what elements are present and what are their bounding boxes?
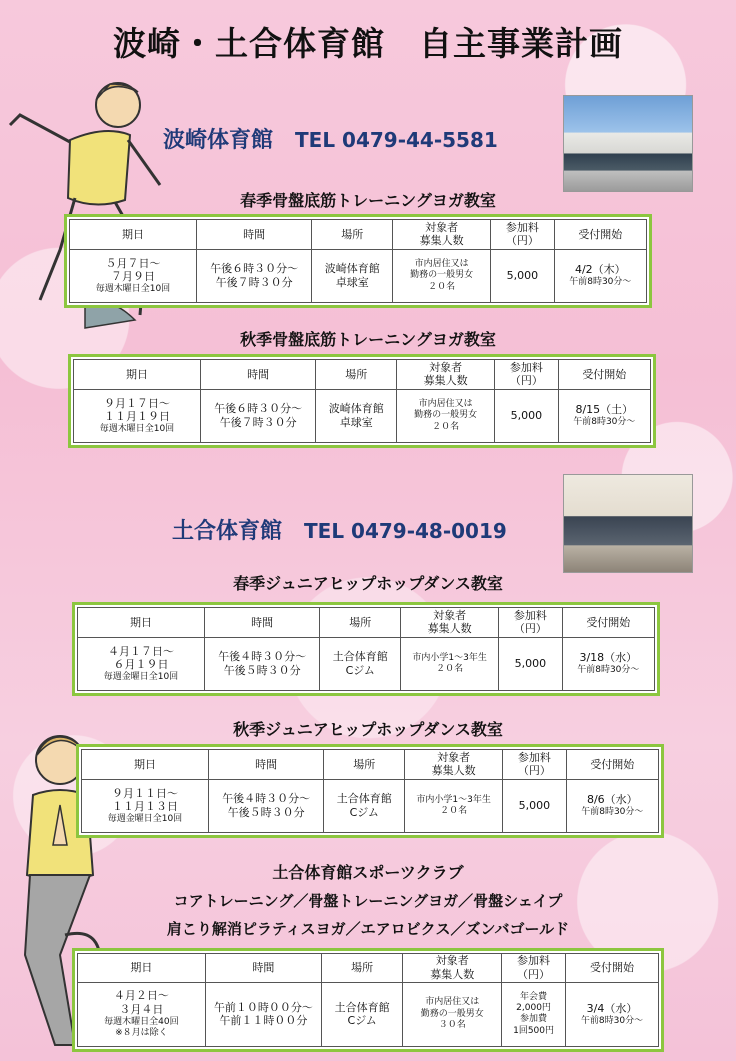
- venue-name: 土合体育館: [172, 519, 283, 544]
- header-place: 場所: [320, 608, 401, 638]
- header-place: 場所: [316, 360, 397, 390]
- target-cell: 市内居住又は 勤務の一般男女 ２０名: [397, 389, 495, 442]
- place-cell: 土合体育館 Cジム: [320, 637, 401, 690]
- header-target: 対象者 募集人数: [405, 750, 503, 780]
- header-target: 対象者 募集人数: [403, 954, 502, 983]
- start-note: 午前8時30分～: [581, 807, 644, 818]
- start-note: 午前8時30分～: [569, 277, 632, 288]
- date-range: ９月１１日～ １１月１３日: [111, 786, 178, 814]
- header-start: 受付開始: [566, 750, 658, 780]
- header-fee: 参加料 （円）: [503, 750, 566, 780]
- target-cell: 市内居住又は 勤務の一般男女 ３０名: [403, 982, 502, 1047]
- header-place: 場所: [312, 220, 393, 250]
- date-cell: [74, 389, 201, 442]
- venue-hasaki: [163, 123, 498, 154]
- course-title: 秋季ジュニアヒップホップダンス教室: [233, 720, 503, 739]
- fee-cell: 5,000: [491, 249, 554, 302]
- date-note: 毎週金曜日全10回: [103, 672, 179, 683]
- place-cell: 土合体育館 Cジム: [324, 779, 405, 832]
- header-fee: 参加料 （円）: [495, 360, 558, 390]
- club-table: [72, 948, 664, 1052]
- header-time: 時間: [205, 954, 321, 983]
- schedule-table: [81, 749, 659, 833]
- place-cell: 土合体育館 Cジム: [322, 982, 403, 1047]
- start-note: 午前8時30分～: [573, 417, 636, 428]
- header-target: 対象者 募集人数: [393, 220, 491, 250]
- header-target: 対象者 募集人数: [401, 608, 499, 638]
- header-start: 受付開始: [558, 360, 650, 390]
- time-cell: 午後６時３０分～ 午後７時３０分: [200, 389, 315, 442]
- fee-cell: 5,000: [503, 779, 566, 832]
- date-range: ４月２日～ ３月４日: [113, 989, 169, 1016]
- header-time: 時間: [200, 360, 315, 390]
- target-cell: 市内小学1～3年生 ２０名: [405, 779, 503, 832]
- date-cell: [70, 249, 197, 302]
- schedule-table: [73, 359, 651, 443]
- place-cell: 波崎体育館 卓球室: [316, 389, 397, 442]
- date-note: 毎週金曜日全10回: [107, 814, 183, 825]
- venue-tel: TEL 0479-44-5581: [295, 128, 498, 152]
- header-time: 時間: [208, 750, 323, 780]
- start-cell: [562, 637, 654, 690]
- header-start: 受付開始: [554, 220, 646, 250]
- course-table: [72, 602, 660, 696]
- course-title: 秋季骨盤底筋トレーニングヨガ教室: [240, 330, 496, 349]
- header-fee: 参加料 （円）: [502, 954, 566, 983]
- start-cell: [554, 249, 646, 302]
- date-note: 毎週木曜日全10回: [95, 284, 171, 295]
- header-place: 場所: [322, 954, 403, 983]
- start-note: 午前8時30分～: [580, 1015, 644, 1026]
- target-cell: 市内居住又は 勤務の一般男女 ２０名: [393, 249, 491, 302]
- club-programs-line1: コアトレーニング／骨盤トレーニングヨガ／骨盤シェイプ: [173, 892, 563, 910]
- time-cell: 午後４時３０分～ 午後５時３０分: [208, 779, 323, 832]
- course-title: 春季骨盤底筋トレーニングヨガ教室: [240, 191, 496, 210]
- start-note: 午前8時30分～: [577, 665, 640, 676]
- header-time: 時間: [196, 220, 311, 250]
- club-programs-line2: 肩こり解消ピラティスヨガ／エアロビクス／ズンバゴールド: [166, 920, 570, 938]
- page-title: 波崎・土合体育館 自主事業計画: [113, 24, 623, 63]
- fee-cell: 5,000: [499, 637, 562, 690]
- header-time: 時間: [204, 608, 319, 638]
- start-date: 8/15（土）: [575, 403, 634, 417]
- header-date: 期日: [74, 360, 201, 390]
- start-date: 3/4（水）: [586, 1001, 638, 1015]
- venue-dogo: [172, 514, 507, 545]
- start-date: 3/18（水）: [579, 651, 638, 665]
- date-cell: [78, 637, 205, 690]
- time-cell: 午後６時３０分～ 午後７時３０分: [196, 249, 311, 302]
- schedule-table: [77, 607, 655, 691]
- table-row: [78, 982, 659, 1047]
- venue-tel: TEL 0479-48-0019: [304, 519, 507, 543]
- header-start: 受付開始: [562, 608, 654, 638]
- fee-cell: 年会費 2,000円 参加費 1回500円: [502, 982, 566, 1047]
- start-date: 4/2（木）: [574, 263, 626, 277]
- header-fee: 参加料 （円）: [491, 220, 554, 250]
- schedule-table: [69, 219, 647, 303]
- table-row: [82, 779, 659, 832]
- table-row: [74, 389, 651, 442]
- date-note: 毎週木曜日全10回: [99, 424, 175, 435]
- start-date: 8/6（水）: [586, 793, 638, 807]
- table-row: [78, 637, 655, 690]
- date-note: 毎週木曜日全40回 ※８月は除く: [104, 1016, 179, 1038]
- header-target: 対象者 募集人数: [397, 360, 495, 390]
- time-cell: 午前１０時００分～ 午前１１時００分: [205, 982, 321, 1047]
- place-cell: 波崎体育館 卓球室: [312, 249, 393, 302]
- header-fee: 参加料 （円）: [499, 608, 562, 638]
- start-cell: [558, 389, 650, 442]
- schedule-table: [77, 953, 659, 1047]
- header-date: 期日: [78, 954, 206, 983]
- course-table: [64, 214, 652, 308]
- header-start: 受付開始: [566, 954, 659, 983]
- date-range: ５月７日～ ７月９日: [105, 256, 161, 284]
- venue-name: 波崎体育館: [163, 128, 274, 153]
- fee-cell: 5,000: [495, 389, 558, 442]
- course-table: [68, 354, 656, 448]
- start-cell: [566, 982, 659, 1047]
- club-title: 土合体育館スポーツクラブ: [272, 863, 464, 882]
- hasaki-gym-photo: [563, 95, 693, 192]
- date-range: ４月１７日～ ６月１９日: [107, 644, 174, 672]
- table-row: [70, 249, 647, 302]
- target-cell: 市内小学1～3年生 ２０名: [401, 637, 499, 690]
- header-date: 期日: [70, 220, 197, 250]
- time-cell: 午後４時３０分～ 午後５時３０分: [204, 637, 319, 690]
- date-range: ９月１７日～ １１月１９日: [103, 396, 170, 424]
- header-date: 期日: [82, 750, 209, 780]
- header-date: 期日: [78, 608, 205, 638]
- date-cell: [82, 779, 209, 832]
- date-cell: [78, 982, 206, 1047]
- dogo-gym-photo: [563, 474, 693, 573]
- start-cell: [566, 779, 658, 832]
- course-title: 春季ジュニアヒップホップダンス教室: [233, 574, 503, 593]
- course-table: [76, 744, 664, 838]
- header-place: 場所: [324, 750, 405, 780]
